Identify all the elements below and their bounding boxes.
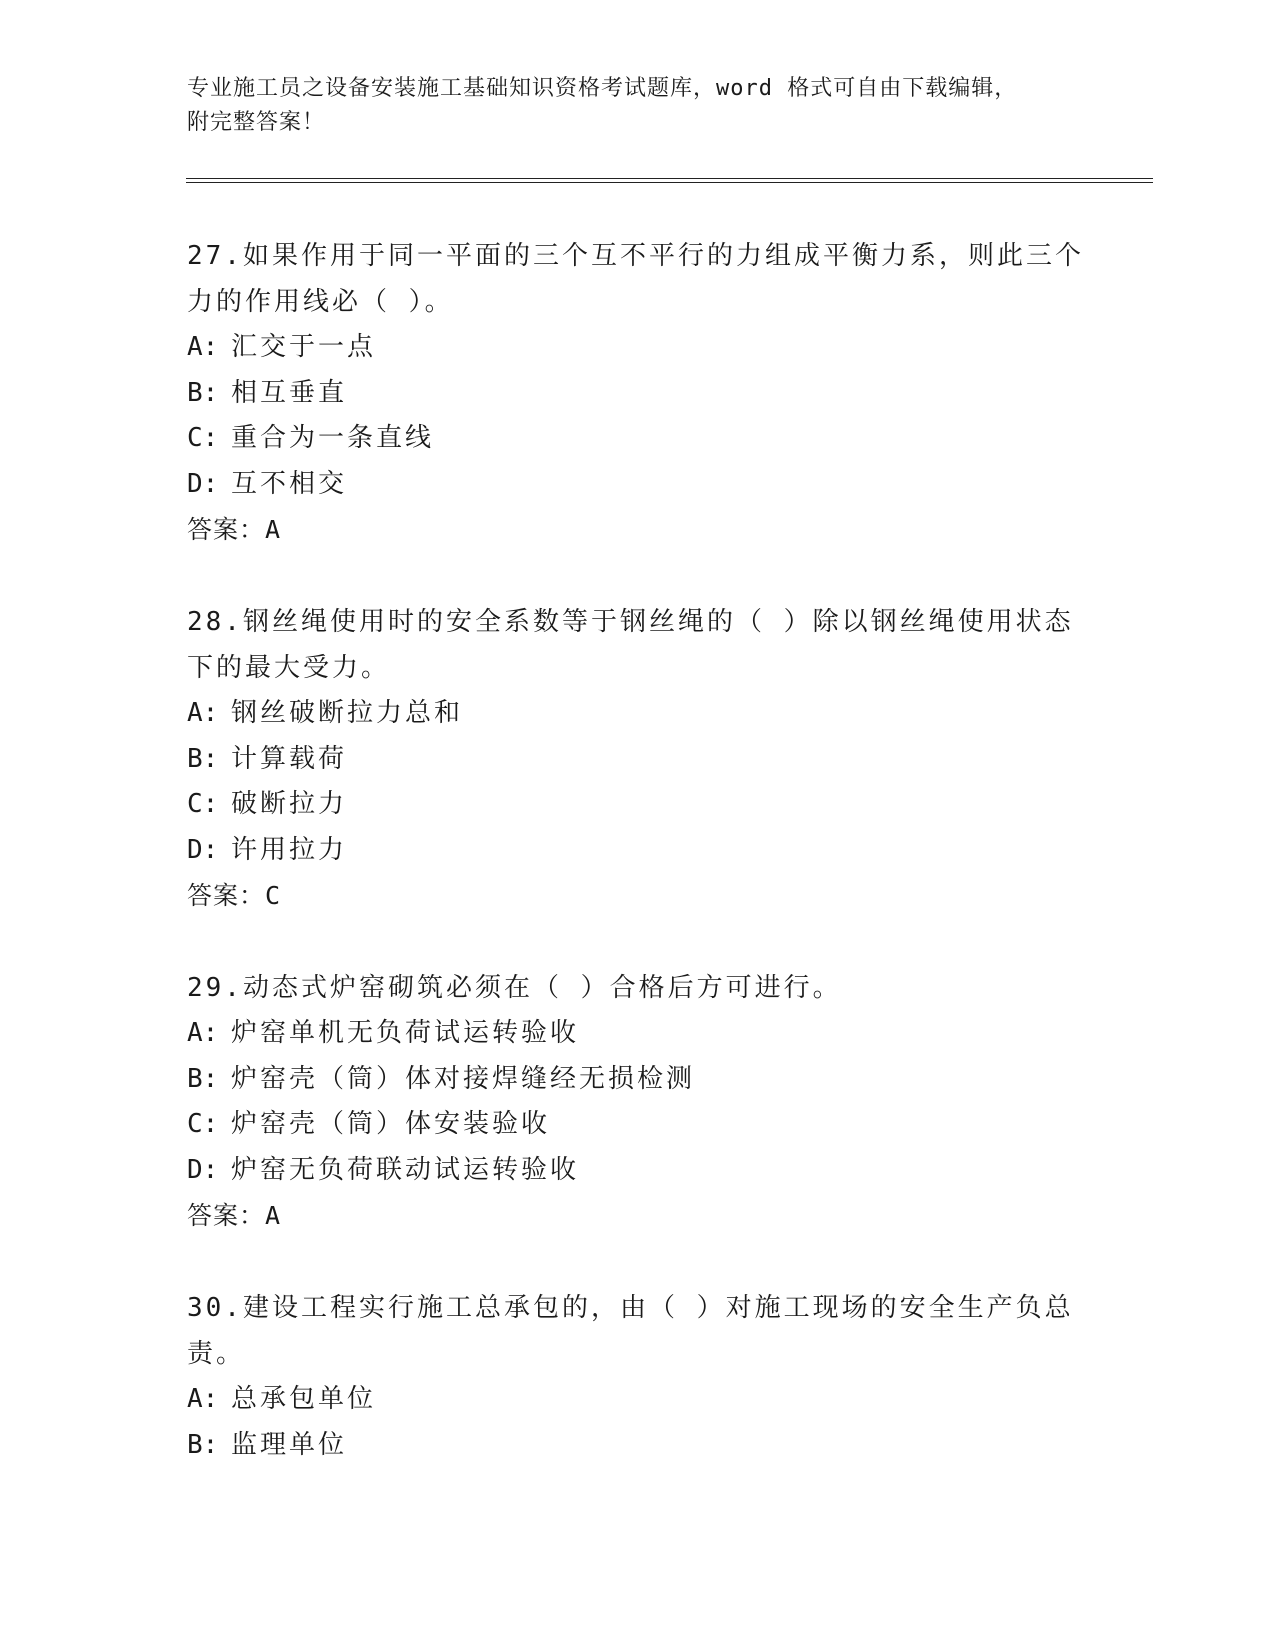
option-b [187, 737, 1087, 783]
option-c [187, 416, 1087, 462]
option-b [187, 1423, 1087, 1469]
option-key: A: [187, 698, 219, 728]
option-a [187, 691, 1087, 737]
option-text: 炉窑壳（筒）体安装验收 [231, 1109, 551, 1139]
option-key: C: [187, 789, 219, 819]
option-a [187, 325, 1087, 371]
option-text: 炉窑壳（筒）体对接焊缝经无损检测 [231, 1063, 696, 1094]
option-text: 总承包单位 [231, 1384, 377, 1414]
option-key: B: [187, 1063, 219, 1094]
option-text: 炉窑无负荷联动试运转验收 [231, 1154, 580, 1185]
option-key: D: [187, 834, 219, 865]
question-27 [187, 233, 1087, 552]
option-text: 破断拉力 [231, 789, 348, 819]
option-key: B: [187, 1429, 219, 1460]
option-key: D: [187, 468, 219, 499]
option-key: B: [187, 743, 219, 774]
option-text: 相互垂直 [231, 377, 348, 408]
question-list [187, 233, 1087, 1515]
option-b [187, 371, 1087, 417]
answer-line [187, 1193, 1087, 1238]
option-key: C: [187, 1109, 219, 1139]
question-stem: 27.如果作用于同一平面的三个互不平行的力组成平衡力系，则此三个力的作用线必（ ）。 [187, 241, 1084, 317]
option-text: 钢丝破断拉力总和 [231, 698, 464, 728]
header-line-1: 专业施工员之设备安装施工基础知识资格考试题库，word 格式可自由下载编辑， [187, 76, 1018, 101]
option-d [187, 828, 1087, 874]
answer-value: A [265, 515, 282, 544]
option-key: B: [187, 377, 219, 408]
option-key: A: [187, 1018, 219, 1048]
option-text: 计算载荷 [231, 743, 348, 774]
option-text: 汇交于一点 [231, 332, 377, 362]
answer-value: A [265, 1201, 282, 1230]
answer-line [187, 507, 1087, 552]
question-30 [187, 1285, 1087, 1468]
answer-value: C [265, 881, 282, 910]
question-28 [187, 599, 1087, 918]
option-key: C: [187, 423, 219, 453]
option-c [187, 782, 1087, 828]
option-c [187, 1102, 1087, 1148]
option-text: 炉窑单机无负荷试运转验收 [231, 1018, 580, 1048]
answer-label: 答案： [187, 515, 266, 544]
option-key: D: [187, 1154, 219, 1185]
answer-label: 答案： [187, 881, 266, 910]
question-stem: 30.建设工程实行施工总承包的，由（ ）对施工现场的安全生产负总责。 [187, 1293, 1074, 1369]
option-a [187, 1011, 1087, 1057]
option-d [187, 1148, 1087, 1194]
document-header [187, 72, 1087, 140]
option-text: 互不相交 [231, 468, 348, 499]
option-text: 许用拉力 [231, 834, 348, 865]
header-line-2: 附完整答案！ [187, 110, 326, 135]
question-29 [187, 965, 1087, 1238]
question-stem: 29.动态式炉窑砌筑必须在（ ）合格后方可进行。 [187, 973, 842, 1003]
answer-line [187, 873, 1087, 918]
question-stem: 28.钢丝绳使用时的安全系数等于钢丝绳的（ ）除以钢丝绳使用状态下的最大受力。 [187, 607, 1074, 683]
header-divider [186, 178, 1153, 183]
option-d [187, 462, 1087, 508]
option-a [187, 1377, 1087, 1423]
answer-label: 答案： [187, 1201, 266, 1230]
option-key: A: [187, 332, 219, 362]
option-text: 重合为一条直线 [231, 423, 435, 453]
option-b [187, 1057, 1087, 1103]
option-text: 监理单位 [231, 1429, 348, 1460]
option-key: A: [187, 1384, 219, 1414]
